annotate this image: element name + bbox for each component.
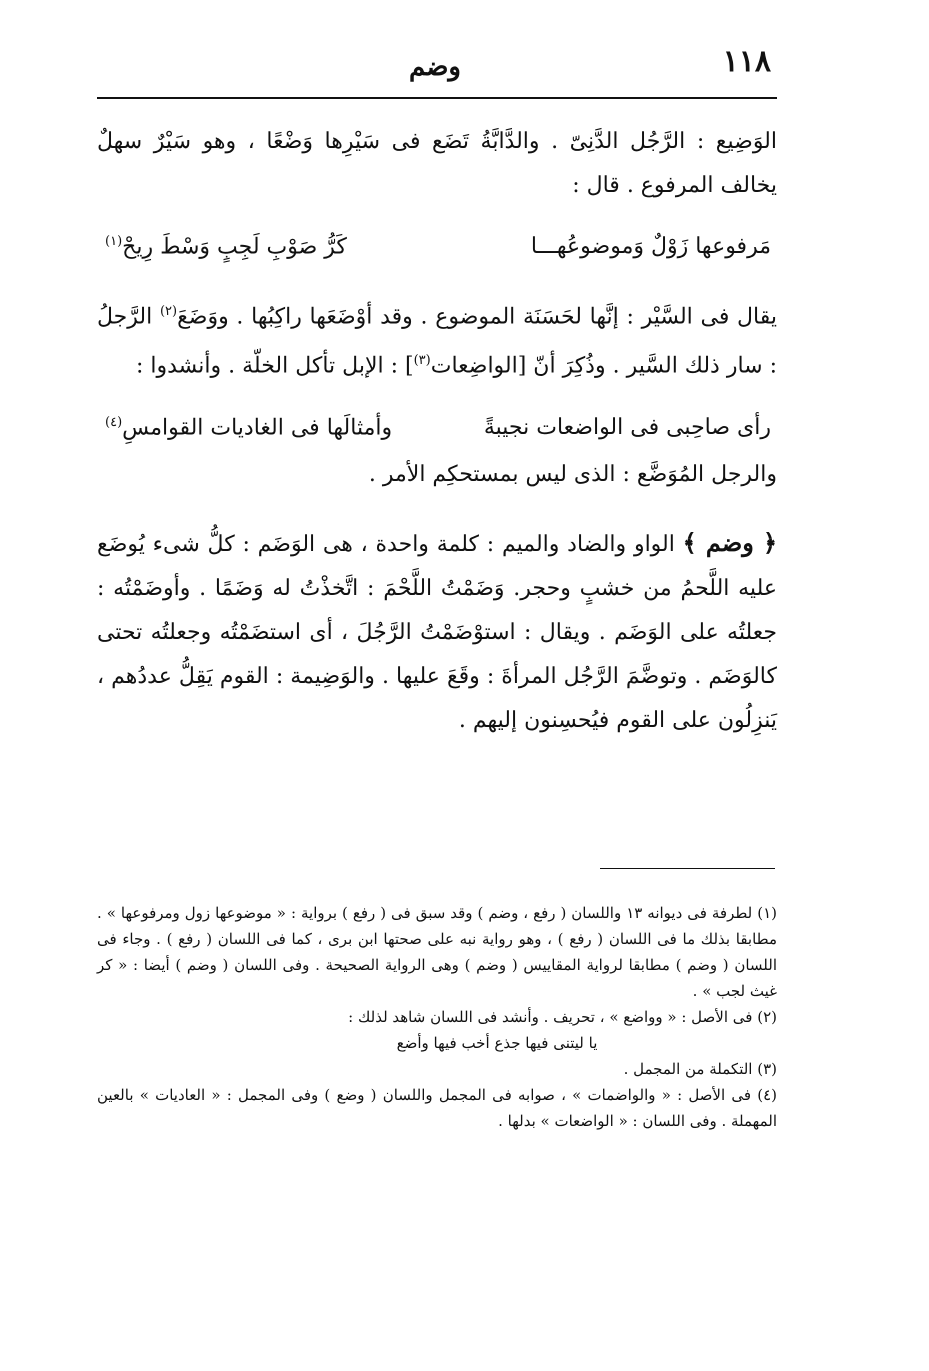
verse-2	[97, 407, 777, 453]
page-header	[95, 40, 775, 86]
footnote-2-verse: يا ليتنى فيها جذع أخب فيها وأضع	[396, 1034, 598, 1052]
footnote-ref-2: (٢)	[159, 304, 178, 319]
header-rule	[97, 97, 777, 99]
entry-wadm-text: الواو والضاد والميم : كلمة واحدة ، هى الوَضَم : كلُّ شىء يُوضَع عليه اللَّحمُ من خشبٍ وحجر. وَضَمْتُ اللَّحْمَ : اتَّخذْتُ له وَضَمًا . وأوضَمْتُه : جعلتُه على الوَضَم . ويقال : استوْضَمْتُ الرَّجُلَ ، أى استضَمْتُه وجعلتُه تحتى كالوَضَم . وتوضَّمَ الرَّجُل المرأةَ : وقَعَ عليها . والوَضِيمة : القوم يَقِلُّ عددُهم ، يَنزِلُون على القوم فيُحسِنون إليهم .	[97, 531, 777, 733]
paragraph-muwaddaa: والرجل المُوَضَّع : الذى ليس بمستحكِم الأمر .	[368, 461, 777, 487]
page-number: ١١٨	[722, 44, 771, 79]
paragraph-wadi: الوَضِيع : الرَّجُل الدَّنِىّ . والدَّابَّةُ تَضَع فى سَيْرِها وَضْعًا ، وهو سَيْرٌ سهلٌ يخالف المرفوع . قال :	[97, 129, 777, 198]
entry-headword: ﴿ وضم ﴾	[682, 527, 778, 557]
verse-1	[97, 226, 777, 272]
footnote-ref-4: (٤)	[105, 414, 123, 430]
verse-1-second-hemistich: كَرُّ صَوْبِ لَجِبٍ وَسْطَ رِيحْ$^{(١)}$	[105, 234, 347, 260]
footnote-3: (٣) التكملة من المجمل .	[623, 1060, 777, 1078]
footnote-1: (١) لطرفة فى ديوانه ١٣ واللسان ( رفع ، وضم ) وقد سبق فى ( رفع ) برواية : « موضوعها زول ومرفوعها » . مطابقا بذلك ما فى اللسان ( رفع ) ، وهو رواية نبه على صحتها ابن برى ، كما فى اللسان ( رفع ) . وجاء فى اللسان ( وضم ) مطابقا لرواية المقاييس ( وضم ) وهى الرواية الصحيحة . وفى اللسان ( وضم ) أيضا : « كر غيث لجب » .	[97, 904, 777, 1000]
verse-1-first-hemistich: مَرفوعها زَوْلٌ وَموضوعُهـــا	[530, 234, 771, 259]
footnotes	[97, 900, 777, 1134]
entry-wadm	[97, 521, 777, 743]
footnote-2: (٢) فى الأصل : « وواضع » ، تحريف . وأنشد فى اللسان شاهد لذلك :	[348, 1008, 777, 1026]
main-text	[97, 120, 777, 743]
running-head: وضم	[409, 52, 461, 82]
paragraph-sayr: يقال فى السَّيْر : إنَّها لحَسَنَة الموضوع . وقد أوْضَعَها راكِبُها . ووَضَعَ$^{(٢)}$ الرَّجلُ : سار ذلك السَّير . وذُكِرَ أنّ [الواضِعات$^{(٣)}$] : الإبل تأكل الخلّة . وأنشدوا :	[97, 304, 777, 379]
footnote-rule	[600, 868, 775, 869]
footnote-ref-3: (٣)	[413, 353, 431, 369]
footnote-4: (٤) فى الأصل : « والواضمات » ، صوابه فى المجمل واللسان ( وضع ) وفى المجمل : « العاديات » بالعين المهملة . وفى اللسان : « الواضعات » بدلها .	[97, 1086, 777, 1130]
verse-2-first-hemistich: رأى صاحِبى فى الواضعات نجيبةً	[483, 414, 771, 440]
verse-2-second-hemistich: وأمثالَها فى الغاديات القوامسِ$^{(٤)}$	[105, 414, 393, 440]
footnote-ref-1: (١)	[105, 234, 123, 249]
